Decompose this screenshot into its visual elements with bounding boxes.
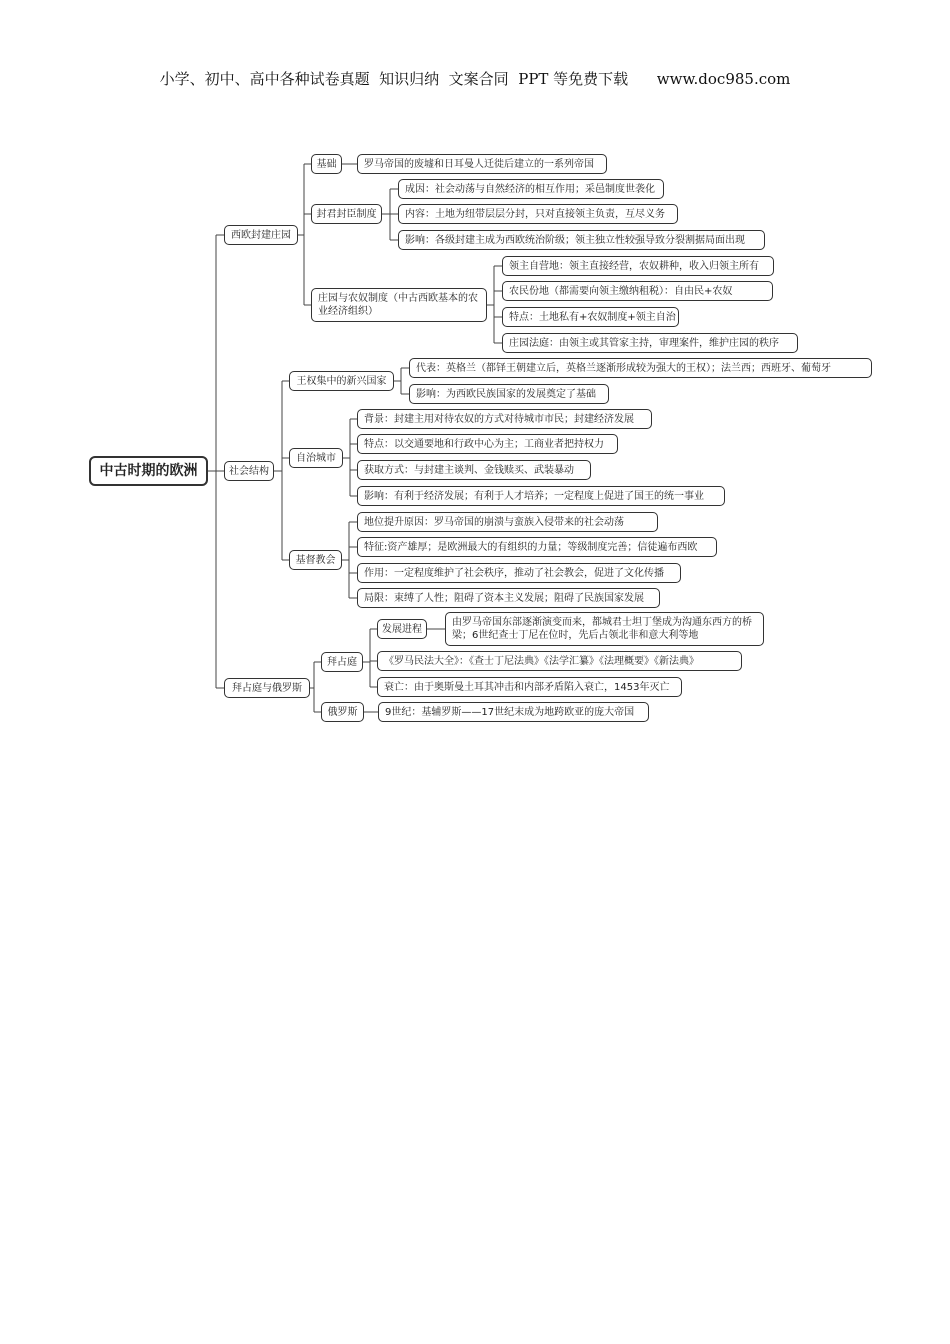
topic-byzantium: 拜占庭 (321, 652, 363, 672)
topic-autonomous-cities: 自治城市 (289, 448, 343, 468)
leaf-manor-traits: 特点：土地私有+农奴制度+领主自治 (502, 307, 679, 327)
leaf-fief-cause: 成因：社会动荡与自然经济的相互作用；采邑制度世袭化 (398, 179, 664, 199)
leaf-church-traits: 特征:资产雄厚；是欧洲最大的有组织的力量；等级制度完善；信徒遍布西欧 (357, 537, 717, 557)
root-node: 中古时期的欧洲 (89, 456, 208, 486)
topic-development: 发展进程 (377, 619, 427, 639)
leaf-fief-impact: 影响：各级封建主成为西欧统治阶级；领主独立性较强导致分裂割据局面出现 (398, 230, 765, 250)
leaf-byzantium-fall: 衰亡：由于奥斯曼土耳其冲击和内部矛盾陷入衰亡，1453年灭亡 (377, 677, 682, 697)
topic-manor-serfdom: 庄园与农奴制度（中古西欧基本的农业经济组织） (311, 288, 487, 322)
leaf-russia: 9世纪：基辅罗斯——17世纪末成为地跨欧亚的庞大帝国 (378, 702, 649, 722)
page-header: 小学、初中、高中各种试卷真题 知识归纳 文案合同 PPT 等免费下载 www.doc985.com (159, 70, 791, 88)
branch-byzantium-russia: 拜占庭与俄罗斯 (224, 678, 310, 698)
branch-western-manor: 西欧封建庄园 (224, 225, 298, 245)
leaf-states-examples: 代表：英格兰（都铎王朝建立后，英格兰逐渐形成较为强大的王权）；法兰西；西班牙、葡萄牙 (409, 358, 872, 378)
leaf-foundation: 罗马帝国的废墟和日耳曼人迁徙后建立的一系列帝国 (357, 154, 607, 174)
leaf-church-limits: 局限：束缚了人性；阻碍了资本主义发展；阻碍了民族国家发展 (357, 588, 660, 608)
topic-foundation: 基础 (311, 154, 342, 174)
leaf-states-impact: 影响：为西欧民族国家的发展奠定了基础 (409, 384, 609, 404)
leaf-cities-methods: 获取方式：与封建主谈判、金钱赎买、武装暴动 (357, 460, 591, 480)
leaf-church-rise: 地位提升原因：罗马帝国的崩溃与蛮族入侵带来的社会动荡 (357, 512, 658, 532)
leaf-cities-traits: 特点：以交通要地和行政中心为主；工商业者把持权力 (357, 434, 618, 454)
topic-centralized-states: 王权集中的新兴国家 (289, 371, 394, 391)
topic-fief-system: 封君封臣制度 (311, 204, 382, 224)
leaf-demesne: 领主自营地：领主直接经营，农奴耕种，收入归领主所有 (502, 256, 774, 276)
leaf-cities-impact: 影响：有利于经济发展；有利于人才培养；一定程度上促进了国王的统一事业 (357, 486, 725, 506)
leaf-peasant-land: 农民份地（都需要向领主缴纳租税）：自由民+农奴 (502, 281, 773, 301)
leaf-development-text: 由罗马帝国东部逐渐演变而来，都城君士坦丁堡成为沟通东西方的桥梁；6世纪查士丁尼在位时，先后占领北非和意大利等地 (445, 612, 764, 646)
leaf-cities-background: 背景：封建主用对待农奴的方式对待城市市民；封建经济发展 (357, 409, 652, 429)
topic-russia: 俄罗斯 (321, 702, 364, 722)
leaf-fief-content: 内容：土地为纽带层层分封，只对直接领主负责，互尽义务 (398, 204, 678, 224)
leaf-church-role: 作用：一定程度维护了社会秩序，推动了社会教会，促进了文化传播 (357, 563, 681, 583)
leaf-roman-civil-law: 《罗马民法大全》：《查士丁尼法典》《法学汇纂》《法理概要》《新法典》 (377, 651, 742, 671)
branch-social-structure: 社会结构 (224, 461, 274, 481)
leaf-manor-court: 庄园法庭：由领主或其管家主持，审理案件，维护庄园的秩序 (502, 333, 798, 353)
topic-church: 基督教会 (289, 550, 342, 570)
